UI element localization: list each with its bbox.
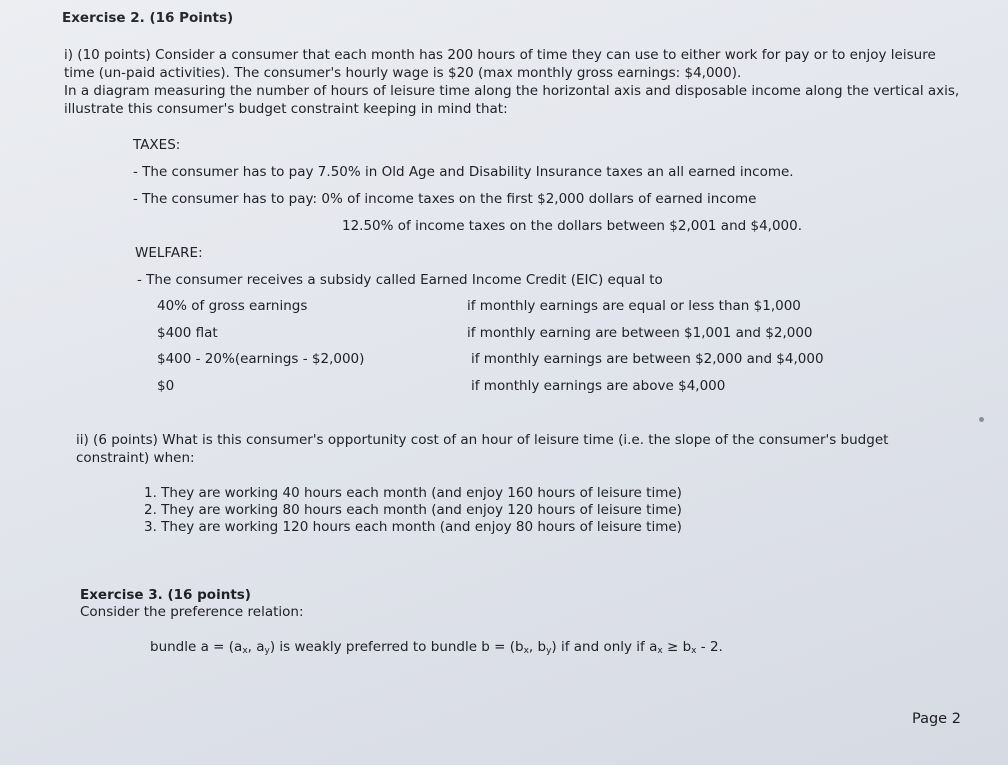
exercise-2-part-i-text: i) (10 points) Consider a consumer that each month has 200 hours of time they can use to either work for pay or to enjoy leisure time (un-paid activities). The consumer's hourly wage is $20 (max monthly gross earnings: $4,000).	[64, 47, 936, 81]
eic-amount-4: $0	[157, 378, 175, 394]
eic-condition-4: if monthly earnings are above $4,000	[471, 378, 726, 394]
welfare-heading: WELFARE:	[135, 245, 203, 261]
exercise-3-title: Exercise 3. (16 points)	[80, 587, 251, 603]
eic-condition-3: if monthly earnings are between $2,000 and $4,000	[471, 351, 824, 367]
eic-amount-2: $400 flat	[157, 325, 218, 341]
exercise-2-part-ii-text: ii) (6 points) What is this consumer's opportunity cost of an hour of leisure time (i.e. the slope of the consumer's budget constraint) when:	[76, 432, 889, 466]
eic-amount-1: 40% of gross earnings	[157, 298, 308, 314]
eic-amount-3: $400 - 20%(earnings - $2,000)	[157, 351, 365, 367]
taxes-line-1: - The consumer has to pay 7.50% in Old Age and Disability Insurance taxes an all earned income.	[133, 164, 794, 180]
exercise-2-part-i-text-2: In a diagram measuring the number of hours of leisure time along the horizontal axis and disposable income along the vertical axis, illustrate this consumer's budget constraint keeping in mind that:	[64, 83, 960, 117]
list-item-3: 3. They are working 120 hours each month (and enjoy 80 hours of leisure time)	[144, 519, 682, 535]
taxes-heading: TAXES:	[133, 137, 181, 153]
page-number: Page 2	[912, 711, 961, 727]
list-item-2: 2. They are working 80 hours each month (and enjoy 120 hours of leisure time)	[144, 502, 682, 518]
exercise-2-title: Exercise 2. (16 Points)	[62, 10, 234, 26]
preference-relation: bundle $a = (a_x$, $a_y$) is weakly preferred to bundle $b = (b_x$, $b_y$) if and only if $a_x \ge b_x - 2$.	[150, 639, 723, 656]
eic-condition-2: if monthly earning are between $1,001 and $2,000	[467, 325, 813, 341]
taxes-line-2: - The consumer has to pay: 0% of income taxes on the first $2,000 dollars of earned income	[133, 191, 757, 207]
eic-condition-1: if monthly earnings are equal or less than $1,000	[467, 298, 801, 314]
speck-dot	[979, 417, 984, 422]
welfare-intro: - The consumer receives a subsidy called Earned Income Credit (EIC) equal to	[137, 272, 663, 288]
taxes-line-3: 12.50% of income taxes on the dollars between $2,001 and $4,000.	[342, 218, 803, 234]
list-item-1: 1. They are working 40 hours each month (and enjoy 160 hours of leisure time)	[144, 485, 682, 501]
exercise-3-intro: Consider the preference relation:	[80, 604, 304, 620]
